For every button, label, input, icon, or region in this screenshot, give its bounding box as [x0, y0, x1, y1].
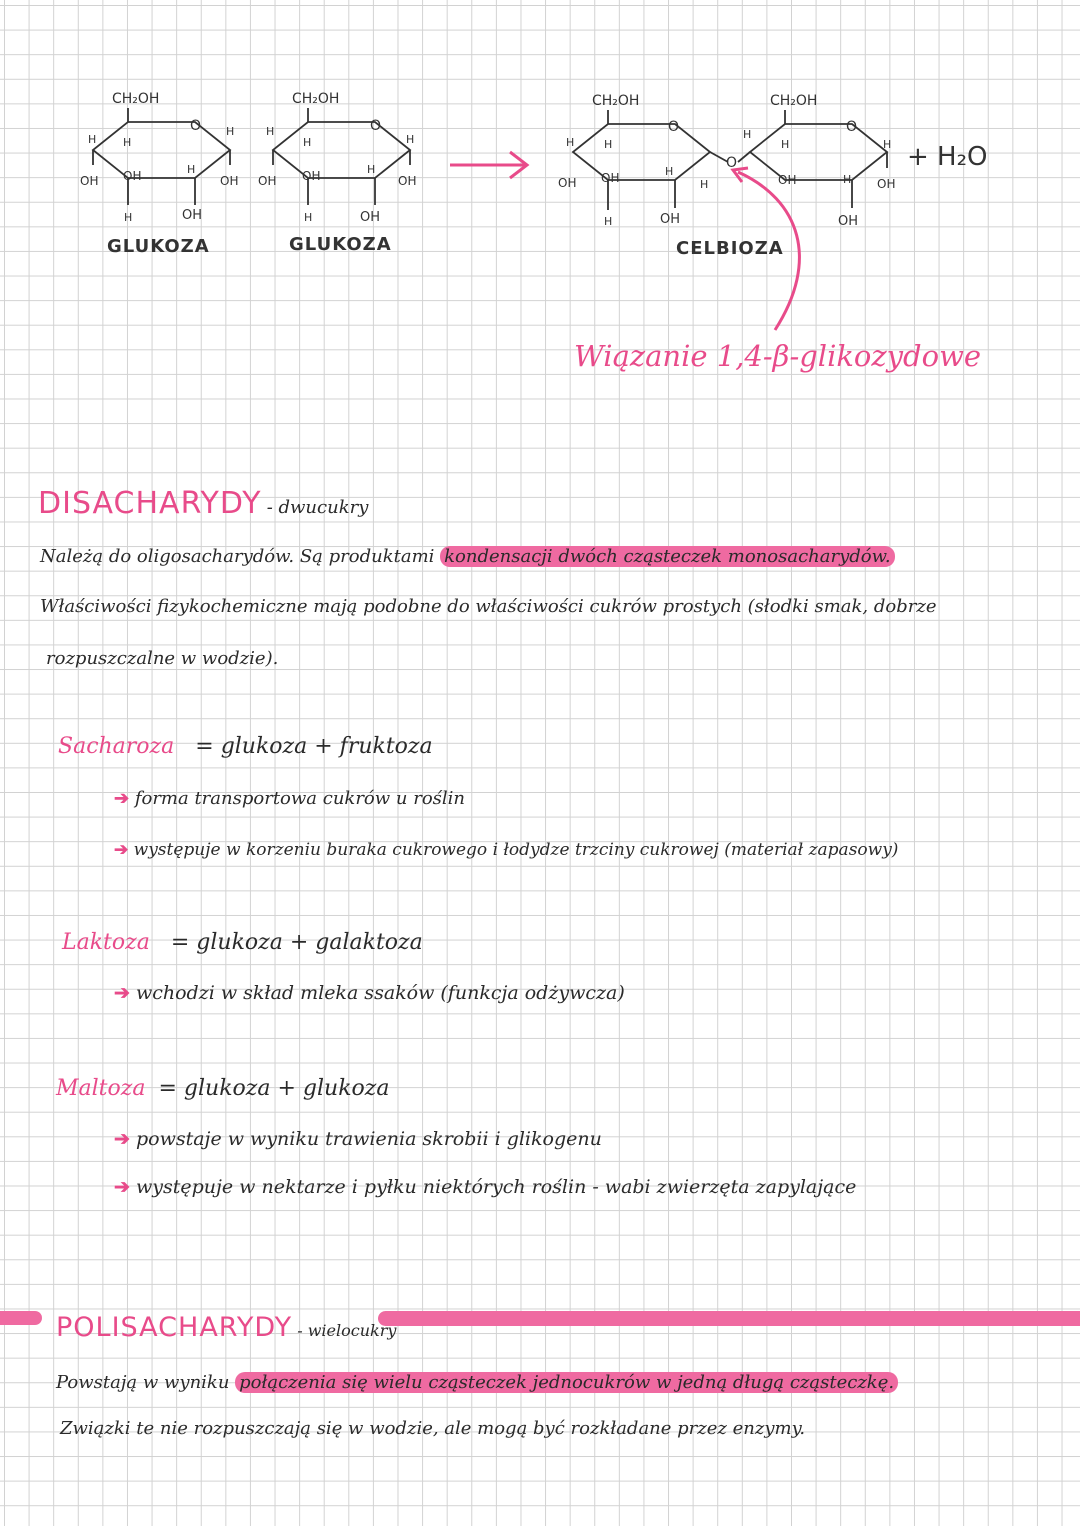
reaction-arrow: [450, 152, 527, 178]
sucrose-point-2: [114, 840, 898, 860]
lactose-point-1-text: wchodzi w skład mleka ssaków (funkcja odżywcza): [135, 982, 625, 1004]
ring-oxygen: O: [668, 119, 680, 135]
atom-h: H: [604, 138, 613, 151]
ring-oxygen: O: [846, 119, 858, 135]
lactose-name: Laktoza: [62, 930, 150, 955]
atom-h: H: [88, 133, 97, 146]
atom-h: H: [187, 163, 196, 176]
atom-h: H: [226, 125, 235, 138]
disaccharides-heading: [38, 486, 368, 521]
lactose-formula: = glukoza + galaktoza: [170, 930, 423, 955]
sucrose-point-2-text: występuje w korzeniu buraka cukrowego i łodydze trzciny cukrowej (materiał zapasowy): [133, 840, 899, 860]
atom-oh: OH: [123, 169, 142, 183]
glycosidic-oxygen: O: [726, 155, 738, 171]
atom-oh: OH: [398, 174, 417, 188]
polysaccharides-subtitle: - wielocukry: [297, 1321, 397, 1340]
sucrose-entry: [58, 734, 433, 759]
condensation-highlight: kondensacji dwóch cząsteczek monosacharydów.: [440, 546, 894, 567]
polysaccharides-line-2: Związki te nie rozpuszczają się w wodzie, ale mogą być rozkładane przez enzymy.: [60, 1418, 806, 1439]
atom-oh: OH: [80, 174, 99, 188]
cellobiose-ring-b: [750, 124, 887, 180]
cellobiose-reaction-diagram: [0, 0, 1080, 420]
polysaccharides-heading: [56, 1312, 396, 1343]
atom-h: H: [843, 173, 852, 186]
maltose-point-2-text: występuje w nektarze i pyłku niektórych roślin - wabi zwierzęta zapylające: [135, 1176, 857, 1198]
polysaccharides-line-1-text: Powstają w wyniku: [56, 1372, 230, 1393]
polysaccharides-bar-right: [378, 1311, 1080, 1326]
atom-h: H: [304, 211, 313, 224]
cellobiose-label: CELBIOZA: [676, 238, 784, 259]
ring-oxygen: O: [370, 118, 382, 134]
glucose-label-1: GLUKOZA: [107, 236, 210, 257]
atom-oh: OH: [302, 169, 321, 183]
ring2-ch2oh: CH₂OH: [292, 91, 340, 107]
atom-oh: OH: [877, 177, 896, 191]
atom-h: H: [883, 138, 892, 151]
disaccharides-line-1: [40, 546, 895, 567]
arrow-right-icon: ➔: [114, 1128, 130, 1150]
atom-oh: OH: [778, 173, 797, 187]
glucose-ring-1: [93, 122, 230, 178]
disaccharides-para-2: Właściwości fizykochemiczne mają podobne do właściwości cukrów prostych (słodki smak, dobrze: [40, 596, 937, 617]
atom-oh: OH: [360, 210, 381, 225]
maltose-point-2: [114, 1176, 856, 1198]
atom-oh: OH: [220, 174, 239, 188]
atom-h: H: [266, 125, 275, 138]
arrow-right-icon: ➔: [114, 840, 129, 860]
sucrose-point-1-text: forma transportowa cukrów u roślin: [134, 788, 465, 809]
ring1-ch2oh: CH₂OH: [112, 91, 160, 107]
atom-oh: OH: [558, 176, 577, 190]
polysaccharides-line-1: [56, 1372, 898, 1393]
maltose-point-1-text: powstaje w wyniku trawienia skrobii i glikogenu: [135, 1128, 602, 1150]
glucose-label-2: GLUKOZA: [289, 234, 392, 255]
lactose-entry: [62, 930, 423, 955]
disaccharides-para-3: rozpuszczalne w wodzie).: [46, 648, 279, 669]
atom-h: H: [123, 136, 132, 149]
atom-oh: OH: [182, 208, 203, 223]
sucrose-formula: = glukoza + fruktoza: [195, 734, 433, 759]
maltose-name: Maltoza: [56, 1076, 146, 1101]
atom-h: H: [303, 136, 312, 149]
polysaccharides-title: POLISACHARYDY: [56, 1312, 293, 1343]
atom-h: H: [406, 133, 415, 146]
glucose-ring-2: [273, 122, 410, 178]
atom-h: H: [665, 165, 674, 178]
disaccharides-subtitle: - dwucukry: [266, 497, 369, 518]
atom-h: H: [743, 128, 752, 141]
sucrose-point-1: [114, 788, 465, 809]
arrow-right-icon: ➔: [114, 1176, 130, 1198]
sucrose-name: Sacharoza: [58, 734, 175, 759]
arrow-right-icon: ➔: [114, 788, 130, 809]
atom-h: H: [124, 211, 133, 224]
product-ch2oh-a: CH₂OH: [592, 93, 640, 109]
atom-oh: OH: [660, 212, 681, 227]
maltose-formula: = glukoza + glukoza: [158, 1076, 390, 1101]
glycosidic-bond-label: Wiązanie 1,4-β-glikozydowe: [574, 339, 982, 373]
atom-h: H: [566, 136, 575, 149]
polysaccharides-bar-left: [0, 1311, 42, 1325]
disaccharides-para-1: Należą do oligosacharydów. Są produktami: [40, 546, 435, 567]
atom-h: H: [367, 163, 376, 176]
atom-oh: OH: [601, 171, 620, 185]
polymerization-highlight: połączenia się wielu cząsteczek jednocukrów w jedną długą cząsteczkę.: [235, 1372, 898, 1393]
product-ch2oh-b: CH₂OH: [770, 93, 818, 109]
disaccharides-title: DISACHARYDY: [38, 486, 262, 521]
atom-oh: OH: [838, 214, 859, 229]
atom-h: H: [781, 138, 790, 151]
atom-oh: OH: [258, 174, 277, 188]
maltose-entry: [56, 1076, 389, 1101]
ring-oxygen: O: [190, 118, 202, 134]
atom-h: H: [700, 178, 709, 191]
plus-water: + H₂O: [907, 142, 988, 172]
atom-h: H: [604, 215, 613, 228]
maltose-point-1: [114, 1128, 602, 1150]
arrow-right-icon: ➔: [114, 982, 130, 1004]
cellobiose-ring-a: [573, 124, 710, 180]
lactose-point-1: [114, 982, 625, 1004]
